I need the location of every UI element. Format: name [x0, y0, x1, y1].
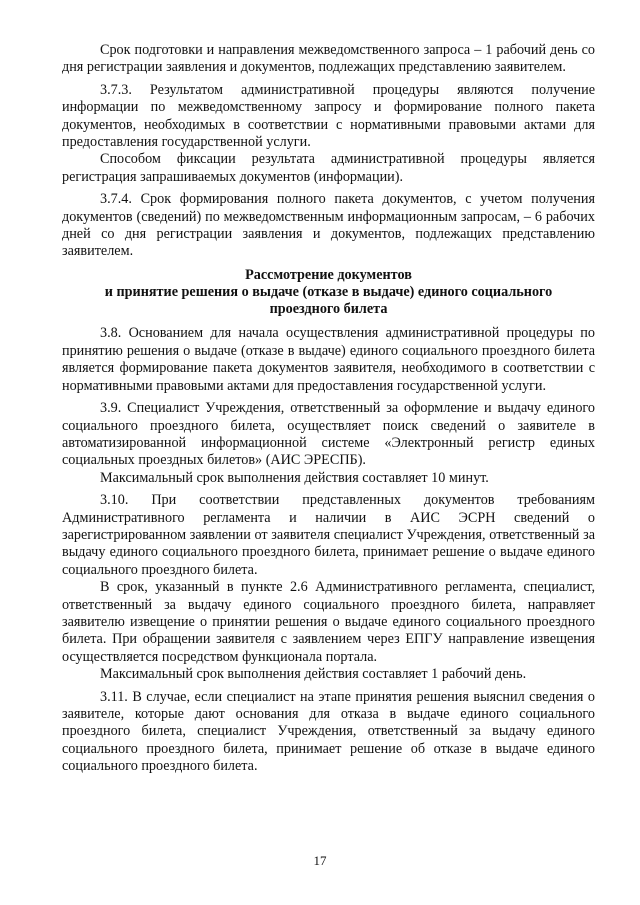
section-heading-line-1: Рассмотрение документов	[245, 266, 412, 283]
section-heading-line-3: проездного билета	[269, 301, 388, 318]
paragraph-3-8: 3.8. Основанием для начала осуществления административной процедуры по принятию решения о выдаче (отказе в выдаче) единого социального проездного билета является формирование пакета документов заявителя, необходимого в соответствии с нормативными правовыми актами для предоставления государственной услуги.	[62, 325, 595, 394]
paragraph-3-9: 3.9. Специалист Учреждения, ответственный за оформление и выдачу единого социального проездного билета, осуществляет поиск сведений о заявителе в автоматизированной информационной системе «Электронный регистр единых социальных проездных билетов» (АИС ЭРЕСПБ).	[62, 400, 595, 469]
page-number: 17	[313, 853, 327, 868]
paragraph-fixation-method: Способом фиксации результата административной процедуры является регистрация запрашиваемых документов (информации).	[62, 151, 595, 185]
section-heading	[62, 267, 595, 319]
paragraph-3-10: 3.10. При соответствии представленных документов требованиям Административного регламента и наличии в АИС ЭСРН сведений о зарегистрированном заявлении от заявителя специалист Учреждения, ответственный за выдачу единого социального проездного билета, принимает решение о выдаче единого социального проездного билета.	[62, 492, 595, 578]
document-page	[62, 42, 595, 776]
paragraph-3-11: 3.11. В случае, если специалист на этапе принятия решения выяснил сведения о заявителе, которые дают основания для отказа в выдаче единого социального проездного билета, специалист Учреждения, ответственный за выдачу единого социального проездного билета, принимает решение об отказе в выдаче единого социального проездного билета.	[62, 688, 595, 775]
paragraph-3-7-3: 3.7.3. Результатом административной процедуры являются получение информации по межведомственному запросу и формирование полного пакета документов, необходимых в соответствии с нормативными правовыми актами для предоставления государственной услуги.	[62, 81, 595, 151]
paragraph-3-7-4: 3.7.4. Срок формирования полного пакета документов, с учетом получения документов (сведений) по межведомственным информационным запросам, – 6 рабочих дней со дня регистрации заявления и документов, подлежащих представлению заявителем.	[62, 191, 595, 260]
section-heading-line-2: и принятие решения о выдаче (отказе в выдаче) единого социального	[104, 284, 553, 301]
paragraph-max-time-10-min: Максимальный срок выполнения действия составляет 10 минут.	[100, 469, 489, 486]
paragraph-max-time-1-day: Максимальный срок выполнения действия составляет 1 рабочий день.	[100, 666, 527, 683]
paragraph-notification: В срок, указанный в пункте 2.6 Административного регламента, специалист, ответственный за выдачу единого социального проездного билета, направляет заявителю извещение о принятии решения о выдаче единого социального проездного билета. При обращении заявителя с заявлением через ЕПГУ направление извещения осуществляется посредством функционала портала.	[62, 579, 595, 665]
paragraph-request-deadline: Срок подготовки и направления межведомственного запроса – 1 рабочий день со дня регистрации заявления и документов, подлежащих представлению заявителем.	[62, 42, 595, 76]
